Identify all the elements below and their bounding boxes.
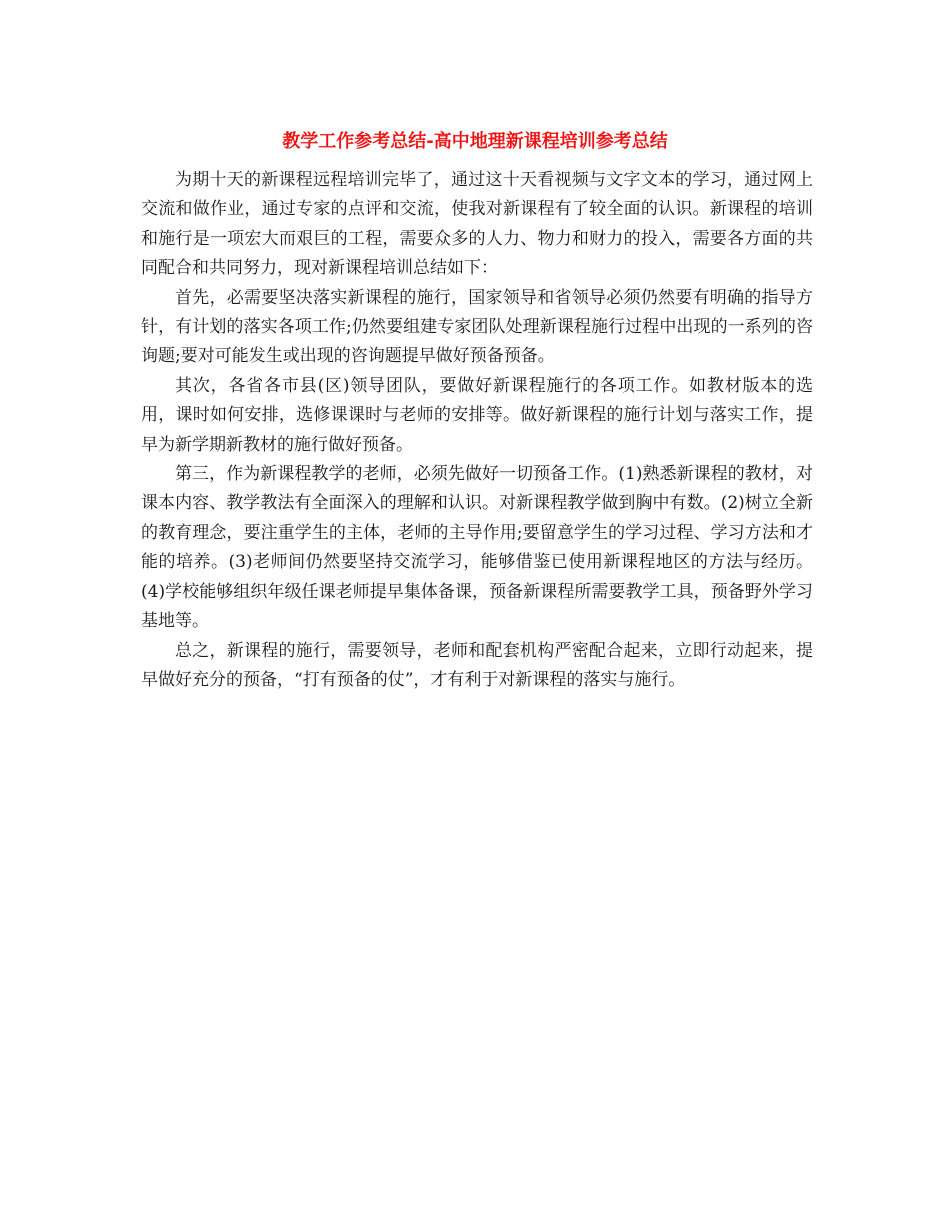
paragraph-first: 首先，必需要坚决落实新课程的施行，国家领导和省领导必须仍然要有明确的指导方针，有计划的落实各项工作;仍然要组建专家团队处理新课程施行过程中出现的一系列的咨询题;要对可能发生或出现的咨询题提早做好预备预备。 [141,287,813,367]
paragraph-second: 其次，各省各市县(区)领导团队，要做好新课程施行的各项工作。如教材版本的选用，课时如何安排，选修课课时与老师的安排等。做好新课程的施行计划与落实工作，提早为新学期新教材的施行做好预备。 [141,375,813,455]
document-body [141,166,813,695]
paragraph-third: 第三，作为新课程教学的老师，必须先做好一切预备工作。(1)熟悉新课程的教材，对课本内容、教学教法有全面深入的理解和认识。对新课程教学做到胸中有数。(2)树立全新的教育理念，要注重学生的主体，老师的主导作用;要留意学生的学习过程、学习方法和才能的培养。(3)老师间仍然要坚持交流学习，能够借鉴已使用新课程地区的方法与经历。(4)学校能够组织年级任课老师提早集体备课，预备新课程所需要教学工具，预备野外学习基地等。 [141,464,813,632]
document-title: 教学工作参考总结-高中地理新课程培训参考总结 [282,131,668,152]
paragraph-conclusion: 总之，新课程的施行，需要领导，老师和配套机构严密配合起来，立即行动起来，提早做好充分的预备，“打有预备的仗”，才有利于对新课程的落实与施行。 [141,640,813,690]
paragraph-intro: 为期十天的新课程远程培训完毕了，通过这十天看视频与文字文本的学习，通过网上交流和做作业，通过专家的点评和交流，使我对新课程有了较全面的认识。新课程的培训和施行是一项宏大而艰巨的工程，需要众多的人力、物力和财力的投入，需要各方面的共同配合和共同努力，现对新课程培训总结如下： [141,170,813,279]
